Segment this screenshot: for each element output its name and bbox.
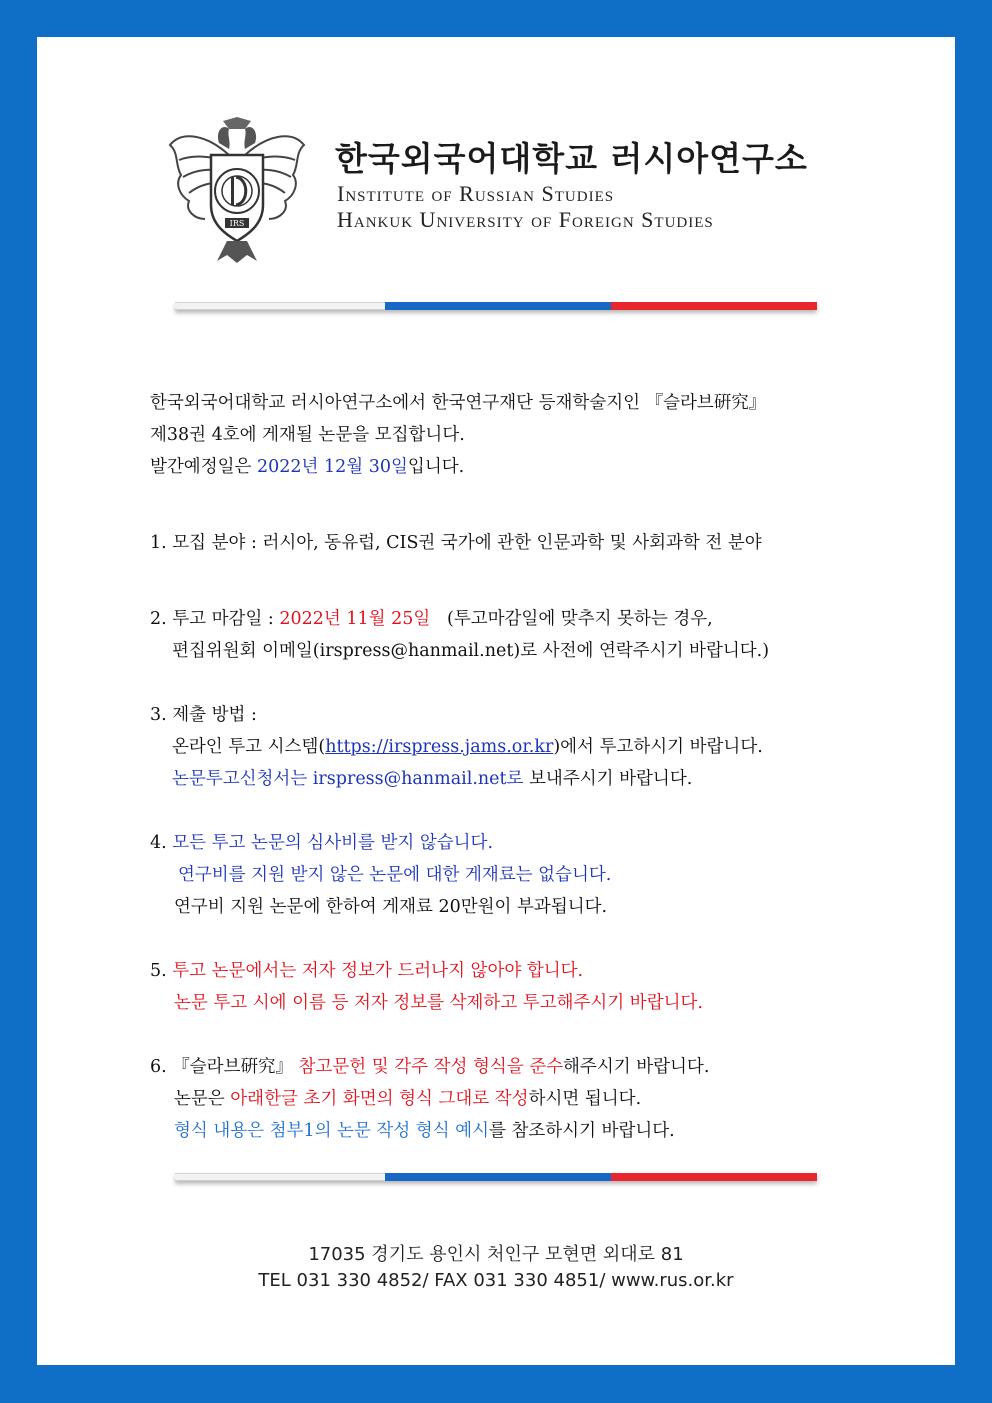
intro-line-1: 한국외국어대학교 러시아연구소에서 한국연구재단 등재학술지인 『슬라브硏究』 xyxy=(150,393,767,413)
emblem-text: IRS xyxy=(229,219,245,228)
item-1-field: 1. 모집 분야 : 러시아, 동유럽, CIS권 국가에 관한 인문과학 및 사회과학 전 분야 xyxy=(150,533,762,553)
intro-line-3: 발간예정일은 2022년 12월 30일입니다. xyxy=(150,457,465,477)
item-6-line-2: 논문은 아래한글 초기 화면의 형식 그대로 작성하시면 됩니다. xyxy=(174,1089,642,1109)
application-email: 논문투고신청서는 irspress@hanmail.net로 xyxy=(172,769,524,789)
footer-contact: TEL 031 330 4852/ FAX 031 330 4851/ www.rus.or.kr xyxy=(258,1270,734,1291)
notice-page xyxy=(37,37,955,1365)
item-3-line-1: 온라인 투고 시스템(https://irspress.jams.or.kr)에서 투고하시기 바랍니다. xyxy=(172,737,763,757)
item-3-title: 3. 제출 방법 : xyxy=(150,705,257,725)
double-headed-eagle-emblem-icon xyxy=(167,115,307,265)
deadline-date: 2022년 11월 25일 xyxy=(279,609,431,629)
item-2-line-2: 편집위원회 이메일(irspress@hanmail.net)로 사전에 연락주시기 바랍니다.) xyxy=(172,641,770,661)
item-6-line-3: 형식 내용은 첨부1의 논문 작성 형식 예시를 참조하시기 바랍니다. xyxy=(174,1121,675,1141)
institute-korean-name: 한국외국어대학교 러시아연구소 xyxy=(335,139,808,178)
university-english-name: Hankuk University of Foreign Studies xyxy=(337,207,714,232)
tricolor-divider-top xyxy=(175,302,817,310)
item-5-line-1: 5. 투고 논문에서는 저자 정보가 드러나지 않아야 합니다. xyxy=(150,961,584,981)
item-5-line-2: 논문 투고 시에 이름 등 저자 정보를 삭제하고 투고해주시기 바랍니다. xyxy=(174,993,703,1013)
item-4-line-3: 연구비 지원 논문에 한하여 게재료 20만원이 부과됩니다. xyxy=(174,897,608,917)
publication-date: 2022년 12월 30일 xyxy=(257,457,408,477)
institute-header xyxy=(167,115,847,265)
tricolor-divider-bottom xyxy=(175,1173,817,1181)
item-6-line-1: 6. 『슬라브硏究』 참고문헌 및 각주 작성 형식을 준수해주시기 바랍니다. xyxy=(150,1057,710,1077)
item-4-line-2: 연구비를 지원 받지 않은 논문에 대한 게재료는 없습니다. xyxy=(178,865,612,885)
intro-line-2: 제38권 4호에 게재될 논문을 모집합니다. xyxy=(150,425,465,445)
item-3-line-2: 논문투고신청서는 irspress@hanmail.net로 보내주시기 바랍니다. xyxy=(172,769,693,789)
item-4-line-1: 4. 모든 투고 논문의 심사비를 받지 않습니다. xyxy=(150,833,494,853)
submission-system-link[interactable]: https://irspress.jams.or.kr xyxy=(325,737,554,757)
footer-address: 17035 경기도 용인시 처인구 모현면 외대로 81 xyxy=(308,1244,684,1265)
item-2-deadline: 2. 투고 마감일 : 2022년 11월 25일 (투고마감일에 맞추지 못하는 경우, xyxy=(150,609,713,629)
institute-english-name: Institute of Russian Studies xyxy=(337,181,615,206)
